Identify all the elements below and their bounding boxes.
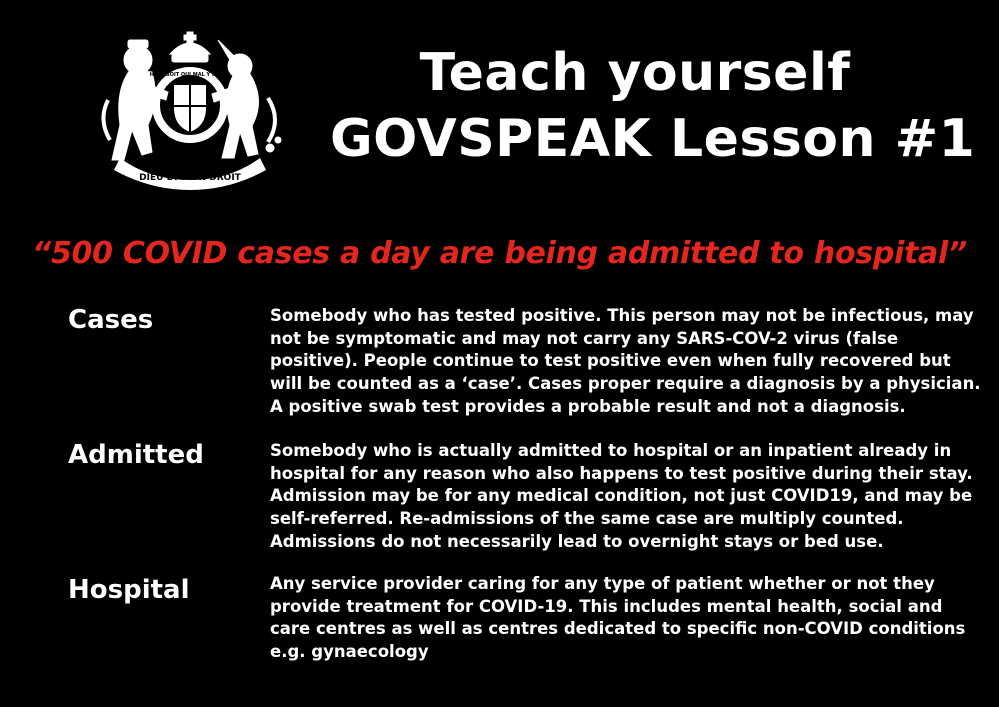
svg-text:DIEU ET MON DROIT: DIEU ET MON DROIT	[139, 173, 241, 183]
shield-icon	[156, 71, 224, 139]
garter-motto: HONI SOIT QUI MAL Y PENSE	[149, 72, 231, 78]
quote-headline: “500 COVID cases a day are being admitted to hospital”	[32, 236, 967, 271]
crown-icon	[170, 32, 210, 62]
definition-hospital: Any service provider caring for any type of patient whether or not they provide treatment for COVID-19. This includes mental health, social and care centres as well as centres dedicated to specific non-COVID conditions e.g. gynaecology	[270, 574, 966, 662]
royal-coat-of-arms-icon	[90, 30, 290, 190]
definition-admitted: Somebody who is actually admitted to hospital or an inpatient already in hospital for any reason who also happens to test positive during their stay. Admission may be for any medical condition, not just COVID19, and may be self-referred. Re-admissions of the same case are multiply counted. Admissions do not necessarily lead to overnight stays or bed use.	[270, 441, 973, 551]
term-admitted: Admitted	[68, 440, 204, 470]
motto-scroll	[114, 158, 266, 190]
term-hospital: Hospital	[68, 575, 190, 605]
title-line-2: GOVSPEAK Lesson #1	[330, 109, 976, 169]
page-title	[330, 40, 976, 172]
definition-cases: Somebody who has tested positive. This person may not be infectious, may not be symptomatic and may not carry any SARS-COV-2 virus (false positive). People continue to test positive even when fully recovered but will be counted as a ‘case’. Cases proper require a diagnosis by a physician. A positive swab test provides a probable result and not a diagnosis.	[270, 306, 981, 416]
title-line-1: Teach yourself	[419, 43, 851, 103]
term-cases: Cases	[68, 305, 154, 335]
